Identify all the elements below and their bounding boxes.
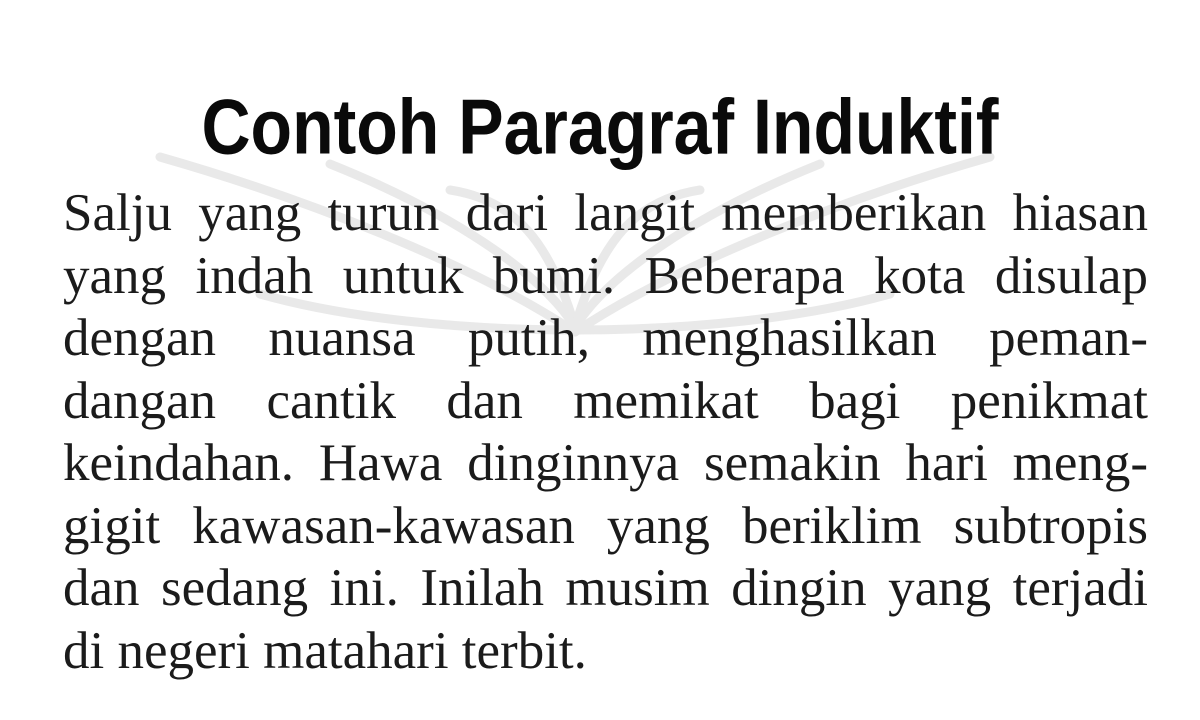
paragraph-line: di negeri matahari terbit. [63,621,587,680]
paragraph-line: yang indah untuk bumi. Beberapa kota disulap [63,246,1148,305]
paragraph-line: gigit kawasan-kawasan yang beriklim subtropis [63,496,1148,555]
paragraph-line: keindahan. Hawa dinginnya semakin hari meng- [63,434,1148,492]
paragraph-block [63,182,1148,682]
paragraph-line: Salju yang turun dari langit memberikan hiasan [63,184,1148,242]
page-title: Contoh Paragraf Induktif [201,83,999,171]
paragraph-line: dengan nuansa putih, menghasilkan peman- [63,309,1148,367]
paragraph-line: dan sedang ini. Inilah musim dingin yang terjadi [63,559,1148,617]
paragraph-line: dangan cantik dan memikat bagi penikmat [63,371,1148,430]
